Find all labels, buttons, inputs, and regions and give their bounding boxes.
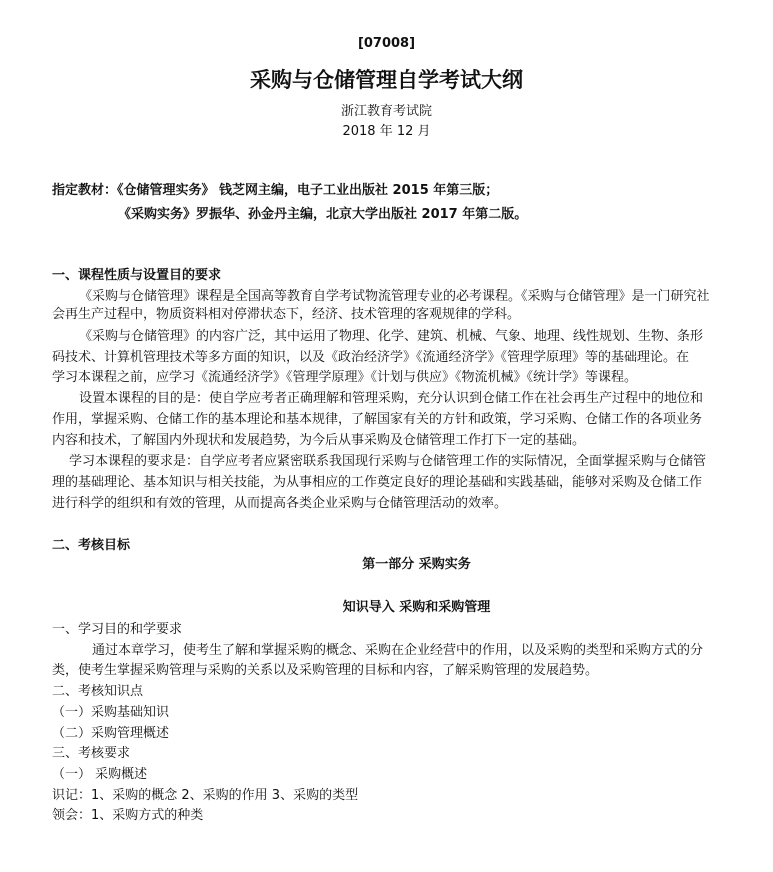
list-item: 类，使考生掌握采购管理与采购的关系以及采购管理的目标和内容，了解采购管理的发展趋势。 (52, 663, 599, 678)
paragraph-line: 《采购与仓储管理》课程是全国高等教育自学考试物流管理专业的必考课程。《采购与仓储管理》是一门研究社 (79, 289, 710, 304)
document-title: 采购与仓储管理自学考试大纲 (250, 67, 523, 92)
list-item: 二、考核知识点 (52, 684, 144, 699)
paragraph-line: 会再生产过程中，物质资料相对停滞状态下，经济、技术管理的客观规律的学科。 (52, 307, 521, 322)
paragraph-line: 码技术、计算机管理技术等多方面的知识，以及《政治经济学》《流通经济学》《管理学原理》等的基础理论。在 (52, 350, 690, 365)
list-item: 领会：1、采购方式的种类 (52, 808, 204, 823)
textbook-line-1: 指定教材：《仓储管理实务》 钱芝网主编，电子工业出版社 2015 年第三版； (52, 183, 499, 198)
paragraph-line: 学习本课程的要求是：自学应考者应紧密联系我国现行采购与仓储管理工作的实际情况，全面掌握采购与仓储管 (69, 454, 707, 469)
paragraph-line: 进行科学的组织和有效的管理，从而提高各类企业采购与仓储管理活动的效率。 (52, 496, 508, 511)
part-title: 第一部分 采购实务 (362, 557, 471, 572)
paragraph-line: 作用，掌握采购、仓储工作的基本理论和基本规律，了解国家有关的方针和政策，学习采购、仓储工作的各项业务 (52, 412, 703, 427)
list-item: 通过本章学习，使考生了解和掌握采购的概念、采购在企业经营中的作用，以及采购的类型和采购方式的分 (92, 643, 704, 658)
paragraph-line: 理的基础理论、基本知识与相关技能，为从事相应的工作奠定良好的理论基础和实践基础，能够对采购及仓储工作 (52, 475, 703, 490)
chapter-title: 知识导入 采购和采购管理 (342, 600, 491, 615)
list-item: 识记：1、采购的概念 2、采购的作用 3、采购的类型 (52, 788, 359, 803)
section-1-heading: 一、课程性质与设置目的要求 (52, 268, 222, 283)
list-item: （二）采购管理概述 (52, 726, 170, 741)
paragraph-line: 《采购与仓储管理》的内容广泛，其中运用了物理、化学、建筑、机械、气象、地理、线性规划、生物、条形 (79, 329, 704, 344)
issuer: 浙江教育考试院 (340, 104, 432, 119)
list-item: （一） 采购概述 (52, 767, 148, 782)
paragraph-line: 内容和技术，了解国内外现状和发展趋势，为今后从事采购及仓储管理工作打下一定的基础。 (52, 433, 586, 448)
paragraph-line: 设置本课程的目的是：使自学应考者正确理解和管理采购，充分认识到仓储工作在社会再生产过程中的地位和 (79, 391, 704, 406)
list-item: 一、学习目的和学要求 (52, 622, 183, 637)
issue-date: 2018 年 12 月 (342, 124, 431, 139)
section-2-heading: 二、考核目标 (52, 538, 131, 553)
paragraph-line: 学习本课程之前，应学习《流通经济学》《管理学原理》《计划与供应》《物流机械》《统计学》等课程。 (52, 370, 638, 385)
textbook-line-2: 《采购实务》罗振华、孙金丹主编，北京大学出版社 2017 年第二版。 (118, 207, 528, 222)
course-code: [07008] (357, 36, 416, 51)
list-item: （一）采购基础知识 (52, 705, 170, 720)
list-item: 三、考核要求 (52, 746, 131, 761)
